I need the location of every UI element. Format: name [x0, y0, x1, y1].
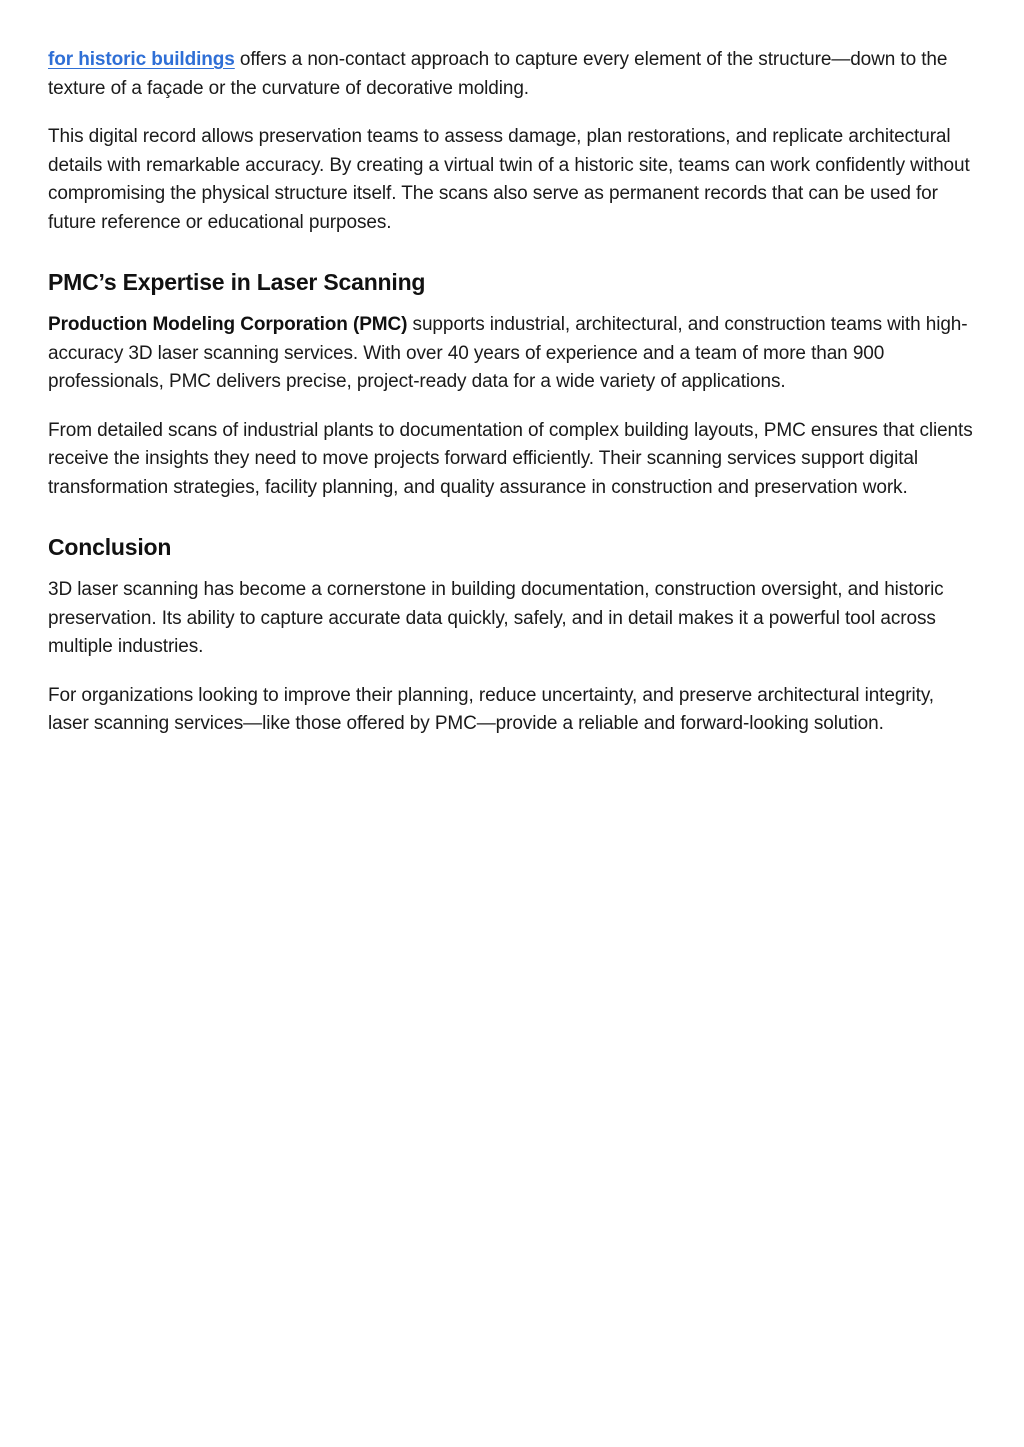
paragraph-conclusion-1: 3D laser scanning has become a cornerstone in building documentation, construction oversight, and historic preservation. Its ability to capture accurate data quickly, safely, and in detail makes it a powerful tool across multiple industries. — [48, 579, 944, 657]
pmc-company-name: Production Modeling Corporation (PMC) — [48, 314, 408, 335]
paragraph-historic-scanning-text: offers a non-contact approach to capture every element of the structure—down to the texture of a façade or the curvature of decorative molding. — [48, 49, 948, 99]
paragraph-conclusion-2: For organizations looking to improve their planning, reduce uncertainty, and preserve architectural integrity, laser scanning services—like those offered by PMC—provide a reliable and forward-looking solution. — [48, 684, 934, 734]
paragraph-pmc-services: From detailed scans of industrial plants to documentation of complex building layouts, PMC ensures that clients receive the insights they need to move projects forward efficiently. Their scanning services support digital transformation strategies, facility planning, and quality assurance in construction and preservation work. — [48, 419, 973, 498]
paragraph-historic-scanning — [48, 46, 976, 103]
paragraph-pmc-intro — [48, 311, 976, 397]
heading-conclusion: Conclusion — [48, 534, 172, 560]
historic-buildings-link[interactable]: for historic buildings — [48, 49, 235, 70]
paragraph-pmc-intro-text: supports industrial, architectural, and construction teams with high-accuracy 3D laser scanning services. With over 40 years of experience and a team of more than 900 professionals, PMC delivers precise, project-ready data for a wide variety of applications. — [48, 314, 968, 392]
heading-pmc-expertise: PMC’s Expertise in Laser Scanning — [48, 269, 426, 295]
paragraph-digital-record: This digital record allows preservation teams to assess damage, plan restorations, and replicate architectural details with remarkable accuracy. By creating a virtual twin of a historic site, teams can work confidently without compromising the physical structure itself. The scans also serve as permanent records that can be used for future reference or educational purposes. — [48, 126, 970, 233]
